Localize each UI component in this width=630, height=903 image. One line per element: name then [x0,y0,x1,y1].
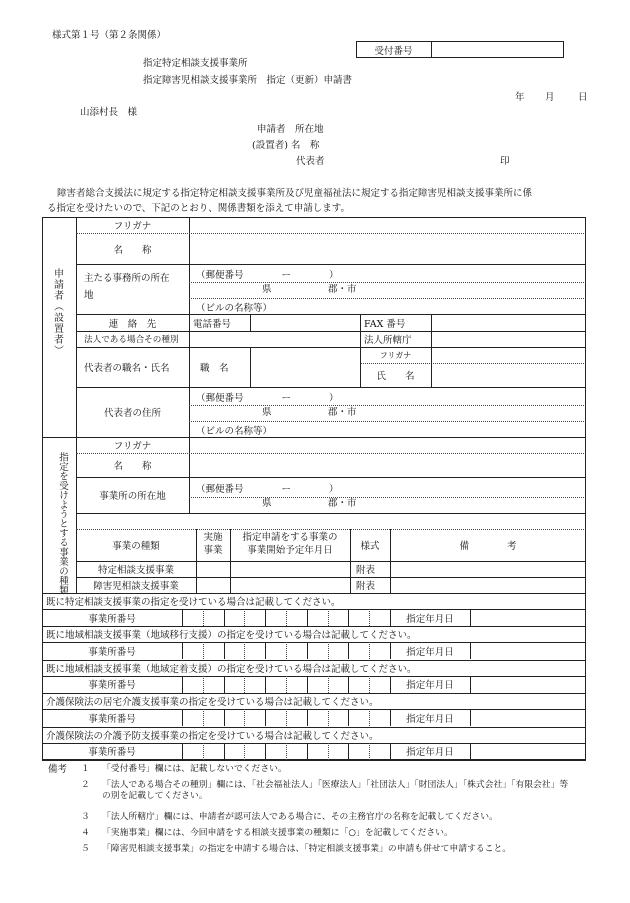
prior-office-digit-5-4[interactable] [245,744,264,759]
prior-office-digit-3-7[interactable] [308,677,327,692]
prior-heading-2: 既に地域相談支援事業（地域移行支援）の指定を受けている場合は記載してください。 [46,630,417,642]
date-day: 日 [578,92,588,103]
prior-office-digit-5-7[interactable] [308,744,327,759]
prior-office-digit-2-8[interactable] [329,643,348,658]
prior-office-digit-2-7[interactable] [308,643,327,658]
notes-label: 備考 [48,764,68,775]
implementation-field-1[interactable] [197,562,229,576]
prior-office-digit-2-6[interactable] [287,643,306,658]
prior-office-digit-1-9[interactable] [349,610,368,625]
business-postal[interactable]: （郵便番号 ー ） [196,483,339,495]
tel-field[interactable] [251,315,359,330]
fax-label: FAX 番号 [364,318,406,330]
note-text-3: 「法人所轄庁」欄には、申請者が認可法人である場合に、その主務官庁の名称を記載してください。 [102,812,498,822]
rep-title-label: 代表者の職名・氏名 [84,363,170,374]
date-year: 年 [515,92,525,103]
note-number-3: ３ [81,812,90,822]
prior-office-digit-4-2[interactable] [204,710,223,725]
main-office-building[interactable]: （ビルの名称等） [196,302,273,314]
prior-heading-1: 既に特定相談支援事業の指定を受けている場合は記載してください。 [46,597,341,608]
implementation-header-2: 事業 [203,545,223,556]
agency-field[interactable] [432,332,585,346]
prior-office-digit-3-10[interactable] [370,677,389,692]
main-office-city: 郡・市 [328,284,357,295]
applicant-furigana-label: フリガナ [113,221,152,232]
remarks-header: 備 考 [459,541,517,552]
position-field[interactable] [251,348,359,386]
prior-date-field-3[interactable] [471,677,585,692]
main-office-postal[interactable]: （郵便番号 ー ） [196,269,339,281]
prior-office-digit-2-3[interactable] [225,643,244,658]
prior-date-label-2: 指定年月日 [406,646,454,658]
prior-date-field-1[interactable] [471,610,585,625]
rep-fullname-field[interactable] [432,364,585,386]
remarks-field-1[interactable] [391,562,585,576]
prior-office-digit-5-9[interactable] [349,744,368,759]
prior-office-digit-3-6[interactable] [287,677,306,692]
prior-office-digit-4-1[interactable] [183,710,202,725]
prior-office-no-label-4: 事業所番号 [88,713,136,725]
prior-office-digit-2-4[interactable] [245,643,264,658]
prior-office-digit-1-4[interactable] [245,610,264,625]
prior-date-field-5[interactable] [471,744,585,759]
prior-office-digit-2-9[interactable] [349,643,368,658]
applicant-name-field[interactable] [190,234,585,264]
note-number-1: １ [81,764,90,774]
intro-line-2: る指定を受けたいので、下記のとおり、関係書類を添えて申請します。 [47,203,351,214]
note-text-2: 「法人である場合その種別」欄には、「社会福祉法人」「医療法人」「社団法人」「財団法人」「株式会社」「有限会社」等の別を記載してください。 [102,780,569,802]
remarks-field-2[interactable] [391,578,585,592]
applicant-name-row-label: 名 称 [113,244,152,256]
main-office-pref: 県 [262,284,272,295]
intro-line-1: 障害者総合支援法に規定する指定特定相談支援事業所及び児童福祉法に規定する指定障害児相談支援事業所に係 [57,188,533,199]
tel-label: 電話番号 [193,318,232,330]
rep-fullname-label: 氏 名 [376,371,415,382]
prior-office-digit-3-5[interactable] [266,677,285,692]
rep-furigana-field[interactable] [432,348,585,362]
rep-address-city: 郡・市 [328,407,357,418]
title-line-2: 指定障害児相談支援事業所 指定（更新）申請書 [143,75,353,86]
prior-office-digit-5-8[interactable] [329,744,348,759]
prior-office-digit-5-10[interactable] [370,744,389,759]
prior-office-digit-1-6[interactable] [287,610,306,625]
applicant-address-label: 申請者 所在地 [257,124,324,135]
prior-date-field-4[interactable] [471,710,585,725]
main-office-label-2: 地 [84,290,94,301]
title-line-1: 指定特定相談支援事業所 [143,58,248,69]
rep-furigana-label: フリガナ [379,350,412,360]
prior-office-digit-1-8[interactable] [329,610,348,625]
prior-office-digit-5-5[interactable] [266,744,285,759]
seal-mark: 印 [500,156,510,167]
business-furigana-field[interactable] [190,438,585,453]
prior-date-label-3: 指定年月日 [406,680,454,692]
main-office-label-1: 主たる事務所の所在 [84,273,170,284]
applicant-side-label: 申請者（設置者） [51,268,63,356]
business-side-label: 指定を受けようとする事業の種類 [56,452,68,595]
prior-office-digit-3-1[interactable] [183,677,202,692]
fax-field[interactable] [432,315,585,330]
prior-office-digit-1-5[interactable] [266,610,285,625]
note-number-2: ２ [81,780,90,790]
prior-office-digit-4-3[interactable] [225,710,244,725]
applicant-furigana-field[interactable] [190,218,585,233]
receipt-number-label: 受付番号 [374,45,413,57]
prior-date-label-1: 指定年月日 [406,613,454,625]
prior-office-digit-5-2[interactable] [204,744,223,759]
prior-office-digit-1-7[interactable] [308,610,327,625]
prior-office-digit-1-1[interactable] [183,610,202,625]
prior-office-digit-3-8[interactable] [329,677,348,692]
rep-address-pref: 県 [262,407,272,418]
business-name-field[interactable] [190,454,585,477]
representative-label: 代表者 [296,156,325,167]
prior-office-digit-3-4[interactable] [245,677,264,692]
start-date-header [230,529,350,561]
rep-address-postal[interactable]: （郵便番号 ー ） [196,392,339,404]
contact-label: 連 絡 先 [108,318,157,330]
receipt-number-field[interactable] [432,42,562,57]
prior-office-digit-4-9[interactable] [349,710,368,725]
prior-office-digit-4-5[interactable] [266,710,285,725]
implementation-header-1: 実施 [203,532,223,544]
prior-heading-4: 介護保険法の居宅介護支援事業の指定を受けている場合は記載してください。 [46,697,379,709]
prior-office-digit-5-3[interactable] [225,744,244,759]
prior-office-no-label-2: 事業所番号 [88,646,136,658]
start-date-header-1: 指定申請をする事業の [242,532,338,544]
corp-type-label: 法人である場合その種別 [84,335,179,345]
prior-office-digit-1-10[interactable] [370,610,389,625]
prior-date-field-2[interactable] [471,643,585,658]
agency-label: 法人所轄庁 [364,335,412,346]
prior-office-digit-3-9[interactable] [349,677,368,692]
note-number-5: ５ [81,844,90,854]
form-header: 様式 [360,541,380,552]
business-furigana-label: フリガナ [113,441,152,452]
note-text-5: 「障害児相談支援事業」の指定を申請する場合は、「特定相談支援事業」の申請も併せて申請すること。 [102,844,512,854]
prior-office-no-label-3: 事業所番号 [88,680,136,692]
business-pref: 県 [262,498,272,509]
prior-office-digit-2-2[interactable] [204,643,223,658]
prior-office-digit-4-10[interactable] [370,710,389,725]
prior-office-digit-1-2[interactable] [204,610,223,625]
prior-office-digit-4-8[interactable] [329,710,348,725]
prior-office-digit-2-1[interactable] [183,643,202,658]
prior-office-no-label-5: 事業所番号 [88,747,136,759]
business-type-row-2: 障害児相談支援事業 [93,581,179,592]
prior-office-digit-3-2[interactable] [204,677,223,692]
form-row-2: 附表 [356,581,376,592]
business-city: 郡・市 [328,498,357,509]
date-month: 月 [545,92,555,103]
addressee: 山添村長 様 [80,107,138,118]
business-type-header: 事業の種類 [112,541,160,552]
prior-office-no-label-1: 事業所番号 [88,613,136,625]
note-number-4: ４ [81,828,90,838]
prior-date-label-4: 指定年月日 [406,713,454,725]
form-number: 様式第１号（第２条関係） [52,30,167,41]
applicant-name-label: (設置者) 名 称 [252,140,320,151]
prior-office-digit-4-7[interactable] [308,710,327,725]
start-date-field-2[interactable] [231,578,349,592]
prior-office-digit-5-6[interactable] [287,744,306,759]
prior-office-digit-4-4[interactable] [245,710,264,725]
start-date-header-2: 事業開始予定年月日 [247,545,333,556]
business-location-label: 事業所の所在地 [99,491,166,502]
note-text-4: 「実施事業」欄には、今回申請をする相談支援事業の種類に「○」を記載してください。 [102,828,453,838]
prior-heading-5: 介護保険法の介護予防支援事業の指定を受けている場合は記載してください。 [46,730,379,742]
prior-office-digit-5-1[interactable] [183,744,202,759]
prior-office-digit-2-10[interactable] [370,643,389,658]
prior-office-digit-3-3[interactable] [225,677,244,692]
prior-office-digit-4-6[interactable] [287,710,306,725]
prior-heading-3: 既に地域相談支援事業（地域定着支援）の指定を受けている場合は記載してください。 [46,663,417,675]
form-row-1: 附表 [356,565,376,576]
position-label: 職 名 [200,363,229,374]
corp-type-field[interactable] [190,332,359,346]
note-text-1: 「受付番号」欄には、記載しないでください。 [102,764,287,774]
implementation-field-2[interactable] [197,578,229,592]
implementation-header [196,529,230,561]
rep-address-label: 代表者の住所 [103,408,161,419]
business-type-row-1: 特定相談支援事業 [97,565,174,576]
prior-date-label-5: 指定年月日 [406,747,454,759]
business-name-label: 名 称 [113,461,152,472]
start-date-field-1[interactable] [231,562,349,576]
rep-address-building[interactable]: （ビルの名称等） [196,425,273,437]
prior-office-digit-1-3[interactable] [225,610,244,625]
prior-office-digit-2-5[interactable] [266,643,285,658]
